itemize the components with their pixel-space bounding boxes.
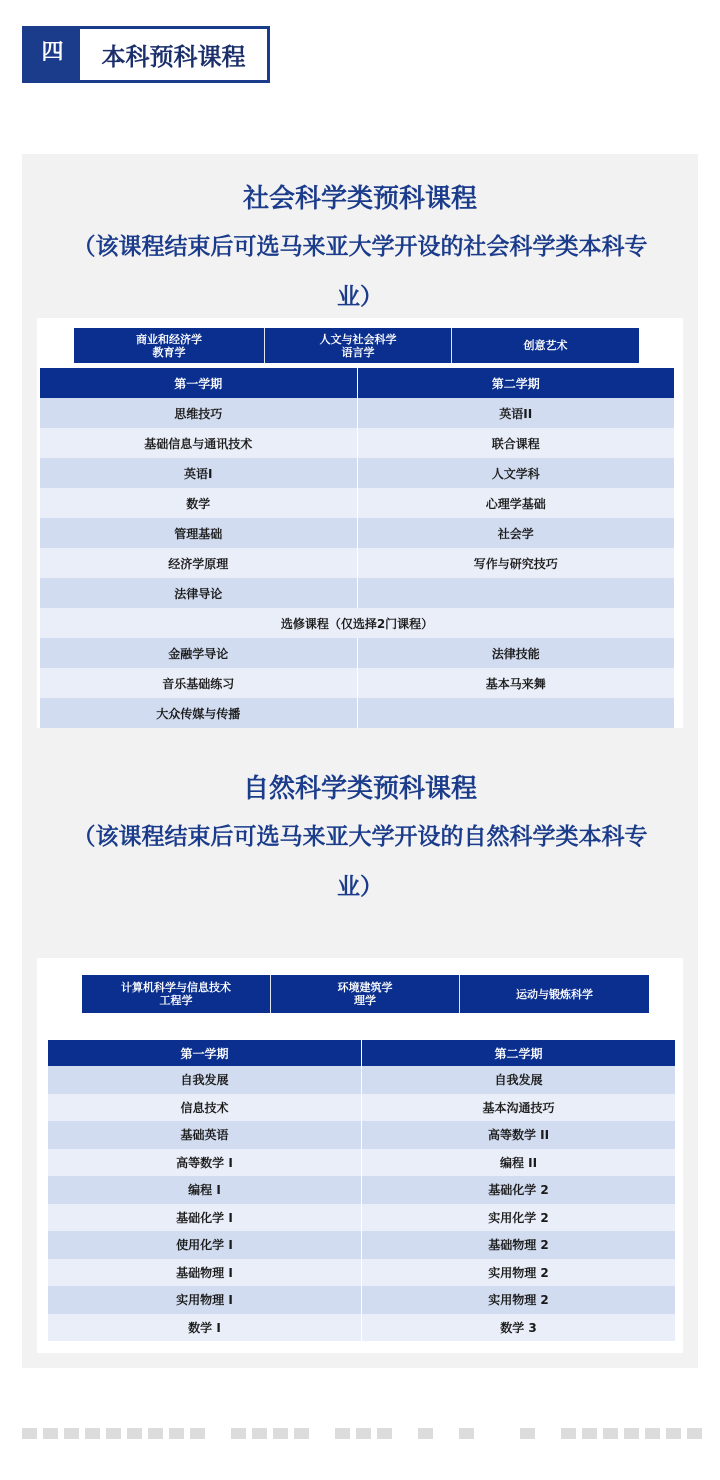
table-cell: 高等数学 I [48,1149,362,1177]
table-row [40,638,674,668]
placeholder-block [43,1428,58,1439]
footer-placeholder [22,1428,720,1439]
field-cell [460,975,649,1013]
elective-label: 选修课程（仅选择2门课程） [40,608,674,638]
table-cell: 基础化学 2 [362,1176,675,1204]
field-cell [265,328,452,363]
table-cell: 实用化学 2 [362,1204,675,1232]
table-cell: 法律技能 [358,638,675,668]
table-cell [358,698,675,728]
table-cell: 社会学 [358,518,675,548]
field-cell [271,975,460,1013]
placeholder-block [190,1428,205,1439]
table-cell: 联合课程 [358,428,675,458]
table-row [40,428,674,458]
placeholder-block [231,1428,246,1439]
placeholder-block [294,1428,309,1439]
natural-course-table [48,1040,675,1341]
field-line: 运动与锻炼科学 [516,987,593,1001]
table-row [40,578,674,608]
field-line: 工程学 [159,994,193,1007]
field-line: 人文与社会科学 [319,332,397,346]
social-science-title: 社会科学类预科课程 [242,184,477,214]
table-row [48,1121,675,1149]
table-row [40,488,674,518]
placeholder-block [687,1428,702,1439]
table-row [48,1094,675,1122]
table-cell: 法律导论 [40,578,358,608]
elective-label-row [40,608,674,638]
table-cell: 自我发展 [362,1066,675,1094]
table-header-row [40,368,674,398]
table-row [40,458,674,488]
header-cell: 第二学期 [358,368,675,398]
table-cell: 管理基础 [40,518,358,548]
placeholder-block [418,1428,433,1439]
social-science-subtitle: （该课程结束后可选马来亚大学开设的社会科学类本科专业） [72,234,648,310]
header-cell: 第一学期 [40,368,358,398]
table-cell: 数学 [40,488,358,518]
header-cell: 第一学期 [48,1040,362,1066]
table-row [40,698,674,728]
table-row [40,548,674,578]
table-cell [358,578,675,608]
placeholder-block [252,1428,267,1439]
table-cell: 数学 I [48,1314,362,1342]
table-row [48,1286,675,1314]
natural-fields-bar [82,975,649,1013]
placeholder-block [377,1428,392,1439]
table-cell: 实用物理 2 [362,1286,675,1314]
placeholder-block [561,1428,576,1439]
social-fields-bar [74,328,639,363]
placeholder-block [64,1428,79,1439]
table-cell: 英语II [358,398,675,428]
natural-science-subtitle: （该课程结束后可选马来亚大学开设的自然科学类本科专业） [72,824,648,900]
table-cell: 基础信息与通讯技术 [40,428,358,458]
placeholder-block [645,1428,660,1439]
placeholder-block [624,1428,639,1439]
field-cell [74,328,265,363]
field-line: 语言学 [341,345,375,359]
section-header [22,26,270,83]
table-cell: 英语I [40,458,358,488]
table-row [48,1259,675,1287]
field-line: 创意艺术 [523,339,568,352]
table-cell: 高等数学 II [362,1121,675,1149]
table-cell: 人文学科 [358,458,675,488]
placeholder-block [22,1428,37,1439]
table-cell: 实用物理 I [48,1286,362,1314]
field-cell [452,328,639,363]
table-cell: 使用化学 I [48,1231,362,1259]
section-title: 本科预科课程 [80,29,267,80]
table-cell: 基础物理 I [48,1259,362,1287]
table-row [40,398,674,428]
table-cell: 基本沟通技巧 [362,1094,675,1122]
field-line: 环境建筑学 [337,981,393,994]
table-cell: 自我发展 [48,1066,362,1094]
natural-science-title: 自然科学类预科课程 [242,774,477,804]
table-cell: 实用物理 2 [362,1259,675,1287]
placeholder-block [520,1428,535,1439]
table-row [48,1204,675,1232]
table-cell: 基础英语 [48,1121,362,1149]
placeholder-block [582,1428,597,1439]
field-cell [82,975,271,1013]
placeholder-block [356,1428,371,1439]
placeholder-block [169,1428,184,1439]
table-row [48,1149,675,1177]
table-cell: 心理学基础 [358,488,675,518]
table-cell: 编程 I [48,1176,362,1204]
placeholder-block [127,1428,142,1439]
field-line: 计算机科学与信息技术 [121,981,231,994]
placeholder-block [273,1428,288,1439]
placeholder-block [335,1428,350,1439]
table-row [48,1231,675,1259]
table-cell: 金融学导论 [40,638,358,668]
table-header-row [48,1040,675,1066]
social-course-table [40,368,674,728]
table-cell: 信息技术 [48,1094,362,1122]
table-cell: 基本马来舞 [358,668,675,698]
table-cell: 思维技巧 [40,398,358,428]
table-row [48,1066,675,1094]
table-cell: 基础物理 2 [362,1231,675,1259]
field-line: 商业和经济学 [136,332,202,346]
table-cell: 编程 II [362,1149,675,1177]
table-cell: 经济学原理 [40,548,358,578]
field-line: 教育学 [152,345,186,359]
field-line: 理学 [354,994,376,1007]
placeholder-block [459,1428,474,1439]
placeholder-block [666,1428,681,1439]
table-cell: 写作与研究技巧 [358,548,675,578]
table-cell: 音乐基础练习 [40,668,358,698]
table-cell: 数学 3 [362,1314,675,1342]
table-row [48,1314,675,1342]
table-row [40,668,674,698]
placeholder-block [85,1428,100,1439]
table-row [40,518,674,548]
header-cell: 第二学期 [362,1040,675,1066]
table-cell: 基础化学 I [48,1204,362,1232]
placeholder-block [603,1428,618,1439]
table-cell: 大众传媒与传播 [40,698,358,728]
placeholder-block [106,1428,121,1439]
placeholder-block [148,1428,163,1439]
table-row [48,1176,675,1204]
section-number: 四 [25,29,80,80]
